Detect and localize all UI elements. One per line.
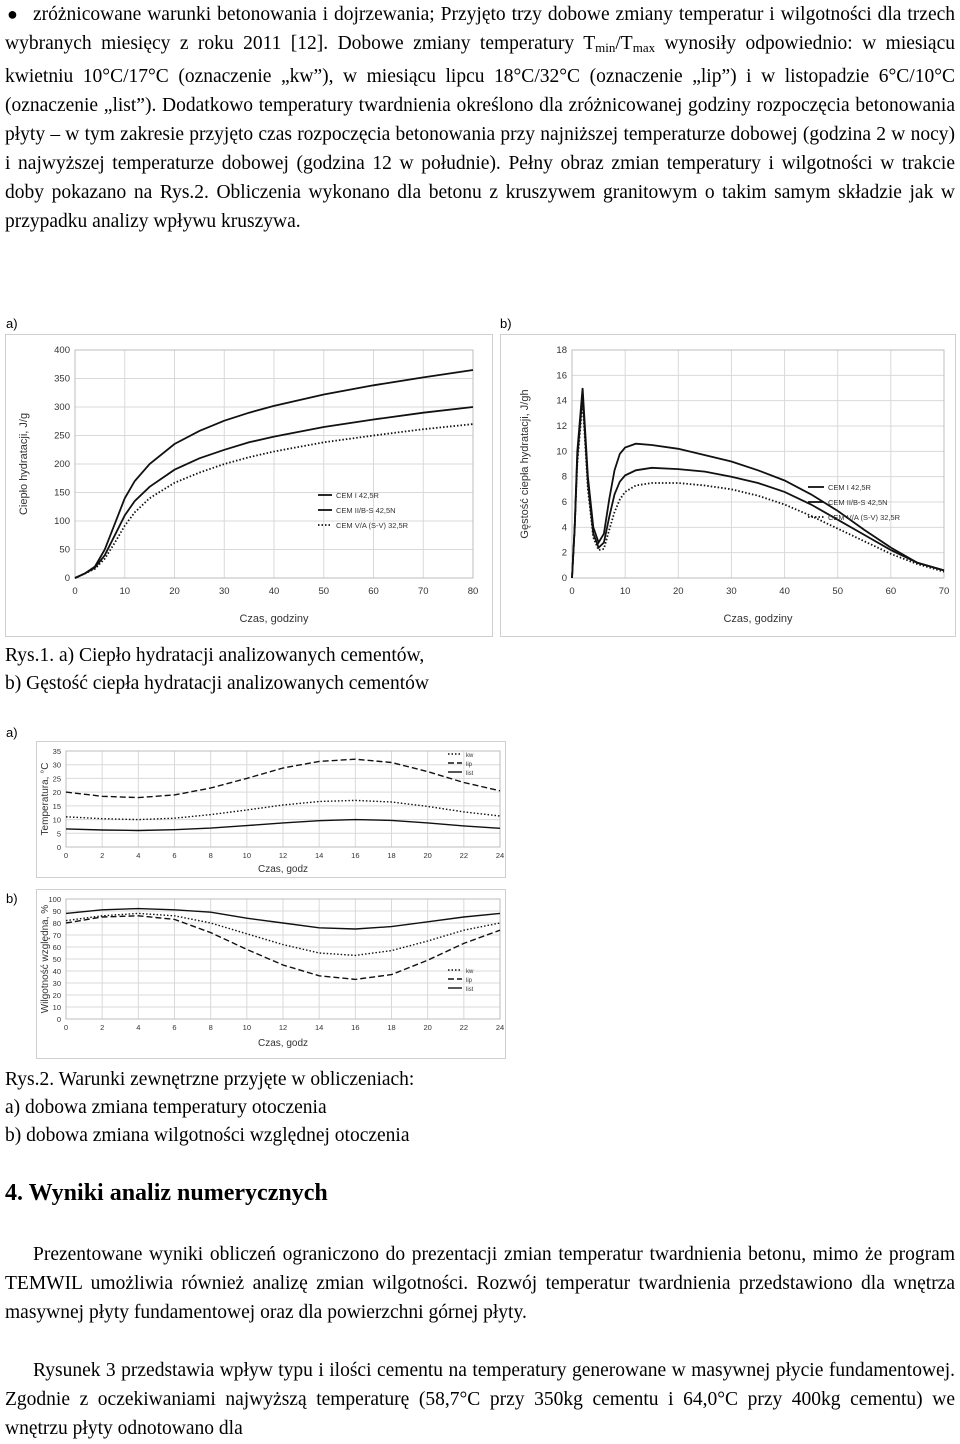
chart-frame — [37, 742, 506, 878]
y-tick-label: 0 — [561, 573, 567, 584]
legend-label: list — [466, 771, 474, 777]
fig1-caption-line2: b) Gęstość ciepła hydratacji analizowanych cementów — [5, 673, 429, 694]
x-tick-label: 0 — [569, 586, 575, 597]
fig2-caption-line1: Rys.2. Warunki zewnętrzne przyjęte w obliczeniach: — [5, 1069, 415, 1090]
y-tick-label: 35 — [52, 747, 61, 756]
x-axis-label: Czas, godziny — [723, 613, 793, 625]
x-axis-label: Czas, godziny — [239, 613, 309, 625]
y-tick-label: 250 — [54, 430, 70, 442]
x-tick-label: 12 — [278, 851, 288, 860]
y-tick-label: 400 — [54, 345, 70, 356]
y-tick-label: 14 — [556, 395, 567, 407]
y-tick-label: 10 — [52, 1003, 61, 1012]
section-heading: 4. Wyniki analiz numerycznych — [5, 1180, 328, 1206]
x-tick-label: 22 — [459, 1023, 469, 1032]
fig1-label-a: a) — [6, 316, 18, 331]
fig2a-chart — [36, 741, 506, 878]
y-tick-label: 25 — [52, 774, 61, 784]
fig1-label-b: b) — [500, 316, 512, 331]
x-tick-label: 80 — [467, 586, 479, 597]
x-tick-label: 10 — [119, 586, 131, 597]
y-tick-label: 10 — [52, 815, 61, 825]
y-tick-label: 70 — [52, 931, 61, 940]
y-axis-label: Wilgotność względna, % — [40, 904, 51, 1014]
legend-label: CEM I 42,5R — [336, 491, 379, 500]
y-tick-label: 50 — [52, 955, 61, 964]
x-tick-label: 4 — [136, 851, 141, 860]
fig2b-chart — [36, 889, 506, 1059]
y-tick-label: 2 — [561, 547, 567, 559]
legend-label: CEM V/A (S-V) 32,5R — [828, 513, 901, 522]
legend-label: kw — [466, 753, 474, 759]
y-tick-label: 60 — [52, 943, 61, 952]
x-tick-label: 50 — [318, 586, 330, 597]
y-tick-label: 4 — [561, 522, 567, 534]
x-tick-label: 24 — [495, 1023, 505, 1032]
y-tick-label: 150 — [54, 487, 70, 499]
y-tick-label: 12 — [556, 421, 567, 432]
x-tick-label: 0 — [63, 1023, 69, 1032]
y-tick-label: 20 — [52, 991, 61, 1000]
y-tick-label: 5 — [56, 829, 61, 839]
fig1a-chart — [5, 334, 493, 637]
y-tick-label: 8 — [561, 471, 567, 483]
fig2-caption-line2: a) dobowa zmiana temperatury otoczenia — [5, 1097, 327, 1118]
legend-label: lip — [466, 978, 473, 984]
x-tick-label: 0 — [72, 586, 78, 597]
y-tick-label: 100 — [48, 895, 61, 904]
chart-frame — [37, 890, 506, 1059]
x-tick-label: 20 — [423, 1023, 432, 1032]
x-tick-label: 16 — [351, 851, 360, 860]
section-paragraph-2: Rysunek 3 przedstawia wpływ typu i ilości cementu na temperatury generowane w masywnej płycie fundamentowej. Zgodnie z oczekiwaniami najwyższą temperaturę (58,7°C przy 350kg cementu i 64,0°C przy 400kg cementu) we wnętrzu płyty odnotowano dla — [5, 1360, 955, 1439]
y-tick-label: 0 — [56, 1015, 61, 1024]
x-axis-label: Czas, godz — [257, 1038, 309, 1049]
x-axis-label: Czas, godz — [257, 864, 309, 875]
legend-label: CEM II/B-S 42,5N — [336, 506, 396, 515]
subscript-max: max — [632, 40, 656, 55]
x-tick-label: 14 — [314, 1023, 324, 1032]
x-tick-label: 2 — [100, 1023, 105, 1032]
x-tick-label: 18 — [387, 1023, 396, 1032]
x-tick-label: 4 — [136, 1023, 141, 1032]
y-tick-label: 200 — [54, 459, 70, 470]
y-tick-label: 350 — [54, 373, 70, 385]
x-tick-label: 14 — [314, 851, 324, 860]
x-tick-label: 22 — [459, 851, 469, 860]
bullet-icon: ● — [7, 4, 18, 24]
x-tick-label: 10 — [242, 1023, 252, 1032]
x-tick-label: 24 — [495, 851, 505, 860]
y-tick-label: 30 — [52, 760, 61, 770]
y-tick-label: 300 — [54, 402, 70, 413]
x-tick-label: 6 — [172, 1023, 177, 1032]
x-tick-label: 30 — [218, 586, 230, 597]
intro-text-a: zróżnicowane warunki betonowania i dojrzewania; Przyjęto trzy dobowe zmiany temperatur i wilgotności dla trzech wybranych miesięcy z roku 2011 [12]. Dobowe zmiany temperatury T — [5, 4, 955, 54]
fig2-label-b: b) — [6, 891, 18, 906]
x-tick-label: 18 — [387, 851, 396, 860]
intro-slash: /T — [615, 33, 633, 54]
x-tick-label: 20 — [169, 586, 180, 597]
x-tick-label: 0 — [63, 851, 69, 860]
x-tick-label: 60 — [885, 586, 897, 597]
y-tick-label: 90 — [52, 907, 61, 916]
x-tick-label: 8 — [208, 851, 213, 860]
x-tick-label: 60 — [368, 586, 379, 597]
x-tick-label: 20 — [672, 586, 684, 597]
intro-text-b: wynosiły odpowiednio: w miesiącu kwietniu 10°C/17°C (oznaczenie „kw”), w miesiącu lipcu 18°C/32°C (oznaczenie „lip”) i w listopadzie 6°C/10°C (oznaczenie „list”). Dodatkowo temperatury twardnienia określono dla zróżnicowanej godziny rozpoczęcia betonowania płyty – w tym zakresie przyjęto czas rozpoczęcia betonowania przy najniższej temperaturze dobowej (godzina 2 w nocy) i najwyższej temperaturze dobowej (godzina 12 w południe). Pełny obraz zmian temperatury i wilgotności w trakcie doby pokazano na Rys.2. Obliczenia wykonano dla betonu z kruszywem granitowym o takim samym składzie jak w przypadku analizy wpływu kruszywa. — [5, 33, 955, 232]
x-tick-label: 10 — [242, 851, 252, 860]
y-axis-label: Gęstość ciepła hydratacji, J/gh — [519, 389, 531, 539]
y-tick-label: 10 — [556, 446, 567, 458]
x-tick-label: 50 — [832, 586, 844, 597]
legend-label: CEM V/A (S-V) 32,5R — [336, 521, 409, 530]
y-tick-label: 15 — [52, 801, 61, 811]
x-tick-label: 16 — [351, 1023, 360, 1032]
x-tick-label: 70 — [417, 586, 429, 597]
y-tick-label: 18 — [556, 345, 567, 356]
y-tick-label: 50 — [59, 544, 70, 556]
legend-label: lip — [466, 762, 473, 768]
x-tick-label: 40 — [779, 586, 790, 597]
x-tick-label: 10 — [619, 586, 631, 597]
fig1b-chart — [500, 334, 956, 637]
legend-label: list — [466, 987, 474, 993]
x-tick-label: 8 — [208, 1023, 213, 1032]
x-tick-label: 70 — [938, 586, 950, 597]
legend-label: kw — [466, 969, 474, 975]
x-tick-label: 30 — [726, 586, 737, 597]
x-tick-label: 40 — [268, 586, 280, 597]
y-tick-label: 80 — [52, 919, 61, 928]
x-tick-label: 12 — [278, 1023, 288, 1032]
y-axis-label: Ciepło hydratacji, J/g — [18, 412, 30, 516]
y-tick-label: 0 — [56, 843, 61, 852]
y-tick-label: 16 — [556, 370, 567, 382]
y-tick-label: 20 — [52, 788, 61, 798]
y-tick-label: 40 — [52, 967, 61, 976]
subscript-min: min — [595, 40, 616, 55]
x-tick-label: 6 — [172, 851, 177, 860]
fig1-caption-line1: Rys.1. a) Ciepło hydratacji analizowanych cementów, — [5, 645, 425, 666]
y-tick-label: 0 — [64, 573, 70, 584]
y-axis-label: Temperatura, °C — [40, 762, 51, 836]
y-tick-label: 100 — [54, 516, 70, 527]
legend-label: CEM I 42,5R — [828, 483, 871, 492]
section-paragraph-1: Prezentowane wyniki obliczeń ograniczono do prezentacji zmian temperatur twardnienia betonu, mimo że program TEMWIL umożliwia również analizę zmian wilgotności. Rozwój temperatur twardnienia przedstawiono dla wnętrza masywnej płyty fundamentowej oraz dla powierzchni górnej płyty. — [5, 1244, 955, 1323]
fig2-caption-line3: b) dobowa zmiana wilgotności względnej otoczenia — [5, 1125, 410, 1146]
fig2-label-a: a) — [6, 725, 18, 740]
intro-paragraph — [5, 0, 955, 236]
legend-label: CEM II/B-S 42,5N — [828, 498, 888, 507]
y-tick-label: 6 — [561, 497, 567, 508]
y-tick-label: 30 — [52, 979, 61, 988]
x-tick-label: 20 — [423, 851, 432, 860]
x-tick-label: 2 — [100, 851, 105, 860]
